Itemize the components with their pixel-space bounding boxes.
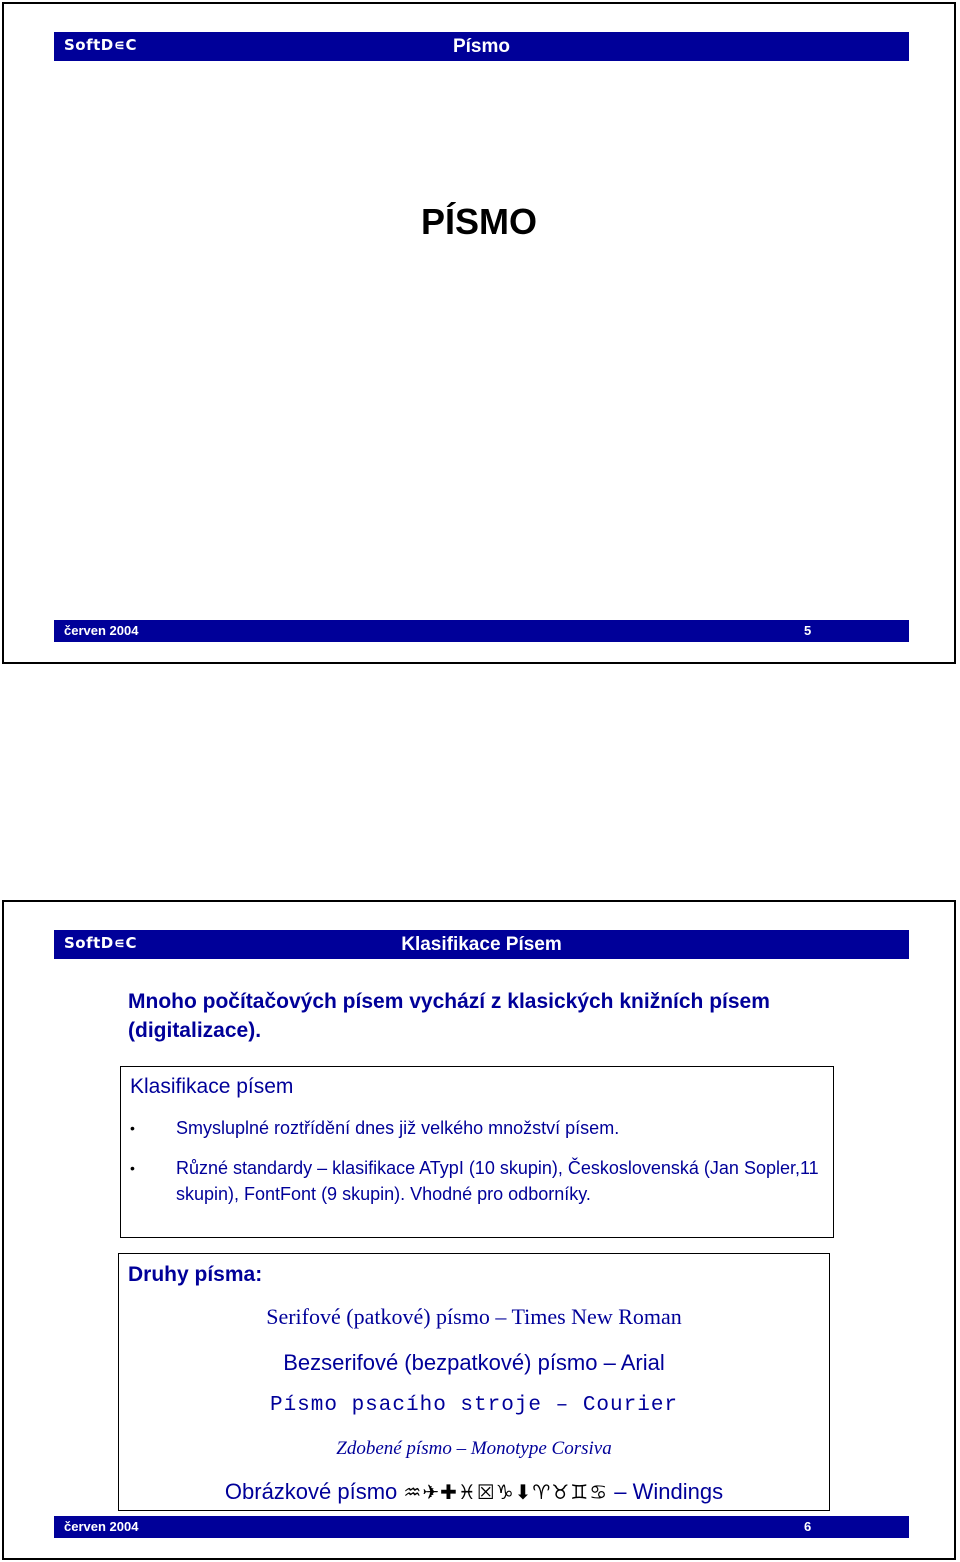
list-item bbox=[130, 1115, 820, 1141]
list-item-text: Různé standardy – klasifikace ATypI (10 skupin), Československá (Jan Sopler,11 skupin), FontFont (9 skupin). Vhodné pro odborníky. bbox=[176, 1158, 819, 1204]
list-item-text: Smysluplné roztřídění dnes již velkého množství písem. bbox=[176, 1118, 620, 1138]
intro-text: Mnoho počítačových písem vychází z klasických knižních písem (digitalizace). bbox=[128, 990, 770, 1042]
classification-heading: Klasifikace písem bbox=[130, 1075, 294, 1098]
footer-bar bbox=[54, 620, 909, 642]
classification-box bbox=[120, 1066, 834, 1238]
dingbat-glyphs-icon: ♒✈✚♓☒♑⬇♈♉♊♋ bbox=[403, 1480, 609, 1504]
slide-6 bbox=[2, 900, 956, 1560]
bullet-icon: • bbox=[130, 1160, 135, 1176]
page-number: 6 bbox=[804, 1519, 812, 1534]
header-title: Klasifikace Písem bbox=[401, 934, 562, 955]
script-example: Zdobené písmo – Monotype Corsiva bbox=[336, 1438, 612, 1459]
picture-font-suffix: – Windings bbox=[614, 1479, 724, 1504]
picture-font-label: Obrázkové písmo bbox=[224, 1479, 398, 1504]
bullet-icon: • bbox=[130, 1120, 135, 1136]
mono-example: Písmo psacího stroje – Courier bbox=[269, 1394, 679, 1417]
page-number: 5 bbox=[804, 623, 812, 638]
sans-example: Bezserifové (bezpatkové) písmo – Arial bbox=[283, 1350, 665, 1375]
footer-date: červen 2004 bbox=[64, 1519, 139, 1534]
serif-example: Serifové (patkové) písmo – Times New Roman bbox=[266, 1304, 682, 1329]
softdec-logo: SoftD∊C bbox=[64, 36, 138, 54]
picture-font-example bbox=[119, 1479, 829, 1505]
page-title: PÍSMO bbox=[420, 201, 537, 242]
slide-5 bbox=[2, 2, 956, 664]
softdec-logo: SoftD∊C bbox=[64, 934, 138, 952]
font-types-heading: Druhy písma: bbox=[128, 1263, 263, 1286]
header-bar bbox=[54, 930, 909, 959]
font-types-box bbox=[118, 1253, 830, 1511]
footer-bar bbox=[54, 1516, 909, 1538]
footer-date: červen 2004 bbox=[64, 623, 139, 638]
header-title: Písmo bbox=[452, 36, 511, 57]
list-item bbox=[130, 1155, 820, 1207]
header-bar bbox=[54, 32, 909, 61]
